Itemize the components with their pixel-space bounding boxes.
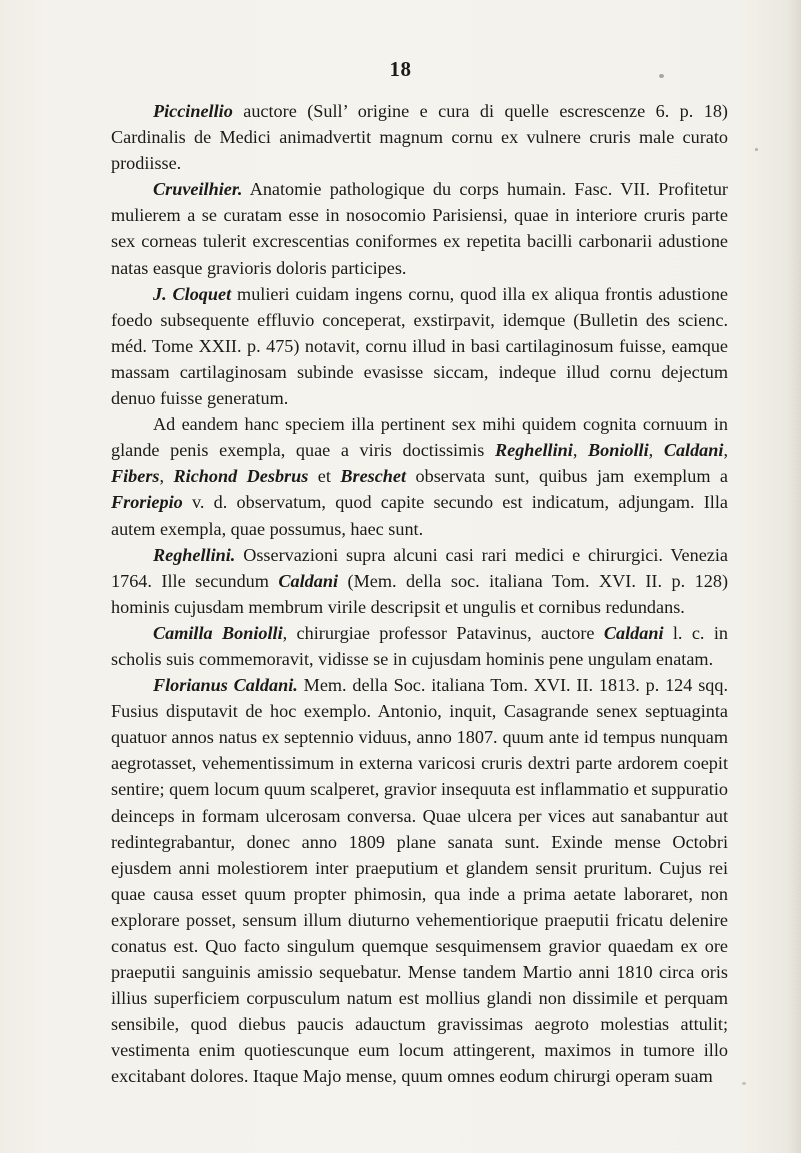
author-name: Reghellini. — [153, 544, 236, 565]
author-name: Richond Desbrus — [173, 466, 309, 487]
author-name: Breschet — [340, 466, 407, 487]
paragraph — [111, 411, 728, 541]
paragraph-text: mulieri cuidam ingens cornu, quod illa ex aliqua frontis adustione foedo subsequente effluvio conceperat, exstirpavit, idemque (Bulletin des scienc. méd. Tome XXII. p. 475) notavit, cornu illud in basi cartilaginosum fuisse, eamque massam cartilaginosam subinde evasisse siccam, indeque illud cornu dejectum denuo fuisse generatum. — [111, 283, 728, 409]
paragraph — [111, 672, 728, 1090]
author-name: Piccinellio — [153, 101, 233, 121]
paragraph-text: Mem. della Soc. italiana Tom. XVI. II. 1813. p. 124 sqq. Fusius disputavit de hoc exemplo. Antonio, inquit, Casagrande senex septuaginta quatuor annos natus ex septennio viduus, anno 1807. quum ante id tempus nunquam aegrotasset, vehementissimum in externa varicosi cruris dextri parte ardorem coepit sentire; quem locum quum scalperet, gravior insequuta est inflammatio et suppuratio deinceps in formam ulcerosam conversa. Quae ulcera per vices aut sanabantur aut redintegrabantur, donec anno 1809 plane sanata sunt. Exinde mense Octobri ejusdem anni molestiorem inter praeputium et glandem sensit pruritum. Cujus rei quae causa esset quum propter phimosin, qua inde a prima aetate laboraret, non explorare posset, sensum illum diuturno vehementiorique praeputii fricatu delenire conatus est. Quo facto singulum quemque sesquimensem gravior quaedam ex ore praeputii sanguinis amissio sequebatur. Mense tandem Martio anni 1810 circa oris illius superficiem corpusculum natum est mollius glandi non dissimile et perquam sensibile, quod diebus paucis adauctum gravissimas aegroto molestias attulit; vestimenta enim quotiescunque eum locum attingerent, maximos in tumore illo excitabant dolores. Itaque Majo mense, quum omnes eodum chirurgi operam suam — [111, 675, 729, 1087]
scan-speck — [742, 1082, 746, 1085]
author-name: Florianus Caldani. — [153, 675, 298, 696]
author-name: Boniolli — [587, 440, 649, 461]
paragraph-text: Anatomie pathologique du corps humain. Fasc. VII. Profitetur mulierem a se curatam esse in nosocomio Parisiensi, quae in interiore cruris parte sex corneas tulerit excrescentias coniformes ex repetita bacilli carbonarii adustione natas easque gravioris doloris participes. — [111, 179, 728, 278]
paragraph-text: , — [723, 440, 728, 461]
scan-speck — [590, 1077, 593, 1080]
author-name: Caldani — [663, 440, 724, 461]
author-name: J. Cloquet — [153, 283, 232, 304]
author-name: Caldani — [278, 570, 339, 591]
author-name: Camilla Boniolli — [153, 622, 283, 643]
paragraph-text: Osservazioni supra alcuni casi rari medici e chirurgici. Venezia 1764. Ille secundum — [111, 544, 728, 591]
paragraph-text: , — [159, 466, 174, 487]
author-name: Fibers — [111, 466, 160, 487]
paragraph — [111, 98, 728, 176]
body-text — [111, 98, 728, 1090]
paragraph-text: l. c. in scholis suis commemoravit, vidisse se in cujusdam hominis pene ungulam enatam. — [111, 622, 728, 669]
page-number: 18 — [389, 57, 412, 81]
paragraph-text: observata sunt, quibus jam exemplum a — [406, 466, 728, 487]
paragraph-text: et — [308, 466, 341, 487]
scan-speck — [659, 74, 664, 78]
paragraph-text: auctore (Sull’ origine e cura di quelle escrescenze 6. p. 18) Cardinalis de Medici animadvertit magnum cornu ex vulnere cruris male curato prodiisse. — [111, 101, 728, 174]
paragraph-text: Ad eandem hanc speciem illa pertinent sex mihi quidem cognita cornuum in glande penis exempla, quae a viris doctissimis — [111, 414, 728, 461]
paragraph — [111, 542, 728, 620]
paragraph-text: v. d. observatum, quod capite secundo est indicatum, adjungam. Illa autem exempla, quae possumus, haec sunt. — [111, 492, 728, 539]
paragraph-text: , chirurgiae professor Patavinus, auctore — [282, 622, 604, 643]
page-edge-shadow — [787, 0, 801, 1153]
author-name: Reghellini — [495, 440, 573, 461]
paragraph-text: (Mem. della soc. italiana Tom. XVI. II. p. 128) hominis cujusdam membrum virile descripsit et ungulis et cornibus redundans. — [111, 570, 728, 617]
author-name: Cruveilhier. — [153, 179, 243, 200]
paragraph — [111, 176, 728, 280]
paragraph-text: , — [648, 440, 664, 461]
author-name: Froriepio — [111, 492, 183, 513]
author-name: Caldani — [603, 622, 664, 643]
paragraph — [111, 281, 728, 411]
paragraph — [111, 620, 728, 672]
paragraph-text: , — [572, 440, 588, 461]
scan-speck — [755, 148, 758, 151]
